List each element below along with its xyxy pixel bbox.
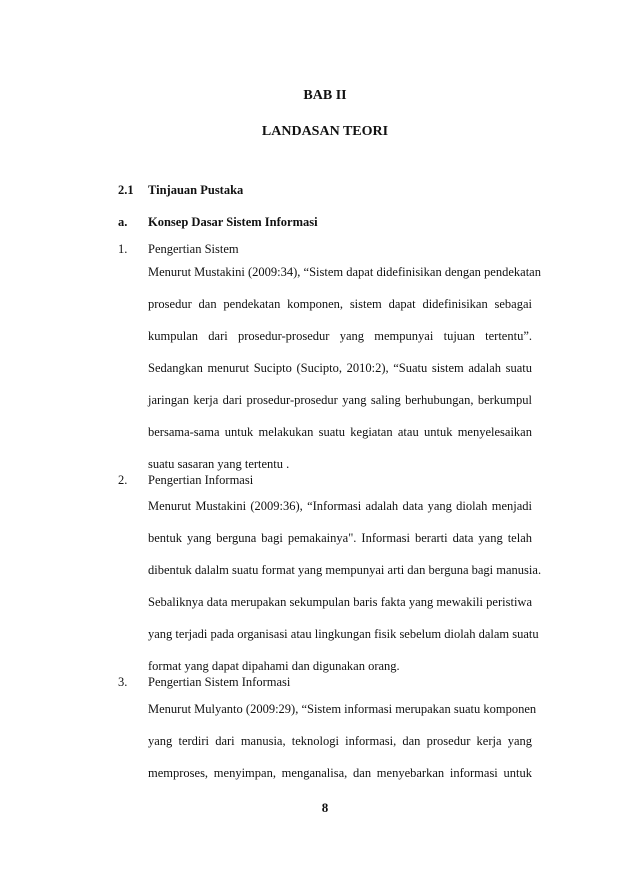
text-line: kumpulan dari prosedur-prosedur yang mempunyai tujuan tertentu”. — [148, 329, 532, 343]
item-heading-1 — [118, 242, 239, 257]
item-number: 3. — [118, 675, 128, 689]
section-number: 2.1 — [118, 183, 134, 197]
text-line: yang terdiri dari manusia, teknologi informasi, dan prosedur kerja yang — [148, 734, 532, 748]
item-number: 1. — [118, 242, 128, 256]
item-number: 2. — [118, 473, 128, 487]
text-line: dibentuk dalalm suatu format yang mempunyai arti dan berguna bagi manusia. — [148, 563, 542, 577]
subsection-number: a. — [118, 215, 128, 229]
item-heading-3 — [118, 675, 290, 690]
text-line: format yang dapat dipahami dan digunakan orang. — [148, 659, 400, 673]
text-line: Sedangkan menurut Sucipto (Sucipto, 2010:2), “Suatu sistem adalah suatu — [148, 361, 532, 375]
subsection-title: Konsep Dasar Sistem Informasi — [148, 215, 318, 229]
text-line: Sebaliknya data merupakan sekumpulan baris fakta yang mewakili peristiwa — [148, 595, 532, 609]
text-line: bersama-sama untuk melakukan suatu kegiatan atau untuk menyelesaikan — [148, 425, 532, 439]
section-heading — [118, 183, 243, 198]
text-line: Menurut Mulyanto (2009:29), “Sistem informasi merupakan suatu komponen — [148, 702, 537, 716]
chapter-title: LANDASAN TEORI — [261, 124, 389, 139]
subsection-heading — [118, 215, 318, 230]
text-line: Menurut Mustakini (2009:34), “Sistem dapat didefinisikan dengan pendekatan — [148, 265, 541, 279]
text-line: prosedur dan pendekatan komponen, sistem dapat didefinisikan sebagai — [148, 297, 532, 311]
chapter-label: BAB II — [303, 88, 347, 103]
item-heading-2 — [118, 473, 253, 488]
text-line: Menurut Mustakini (2009:36), “Informasi adalah data yang diolah menjadi — [148, 499, 532, 513]
item-title: Pengertian Informasi — [148, 473, 254, 487]
page-number: 8 — [321, 800, 329, 815]
text-line: memproses, menyimpan, menganalisa, dan menyebarkan informasi untuk — [148, 766, 532, 780]
text-line: suatu sasaran yang tertentu . — [148, 457, 290, 471]
item-title: Pengertian Sistem Informasi — [148, 675, 291, 689]
text-line: jaringan kerja dari prosedur-prosedur yang saling berhubungan, berkumpul — [148, 393, 532, 407]
item-title: Pengertian Sistem — [148, 242, 239, 256]
section-title: Tinjauan Pustaka — [148, 183, 244, 197]
text-line: bentuk yang berguna bagi pemakainya". Informasi berarti data yang telah — [148, 531, 532, 545]
text-line: yang terjadi pada organisasi atau lingkungan fisik sebelum diolah dalam suatu — [148, 627, 539, 641]
